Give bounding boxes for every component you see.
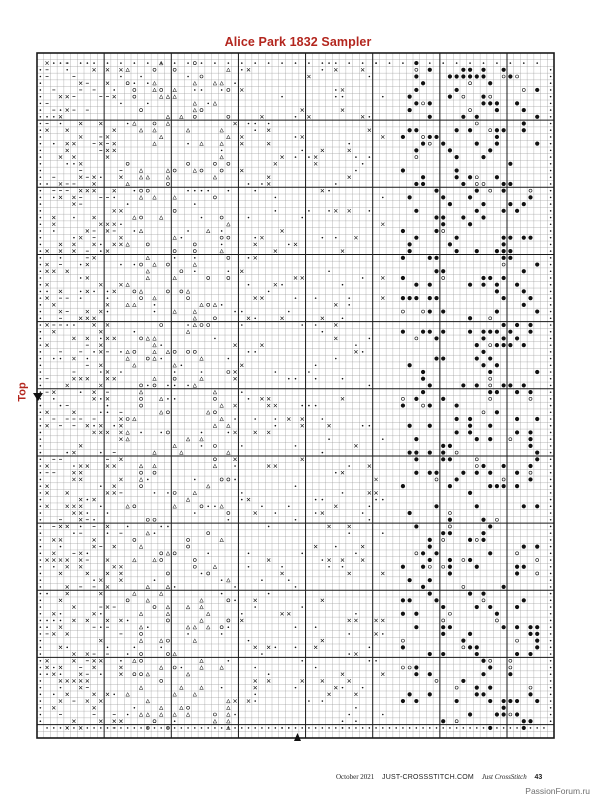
footer-site: JUST-CROSSSTITCH.COM: [382, 774, 474, 781]
top-orientation-label: Top: [16, 382, 29, 402]
footer-magazine: Just CrossStitch: [481, 773, 527, 781]
page-number: 43: [534, 774, 543, 781]
page-footer: [336, 773, 542, 781]
footer-date: October 2021: [336, 773, 375, 781]
grid-fine-lines: [37, 53, 554, 738]
watermark: PassionForum.ru: [525, 786, 590, 796]
top-marker-triangle-icon: [33, 393, 43, 401]
chart-title: Alice Park 1832 Sampler: [224, 35, 372, 49]
center-marker-triangle-icon: [294, 733, 301, 741]
